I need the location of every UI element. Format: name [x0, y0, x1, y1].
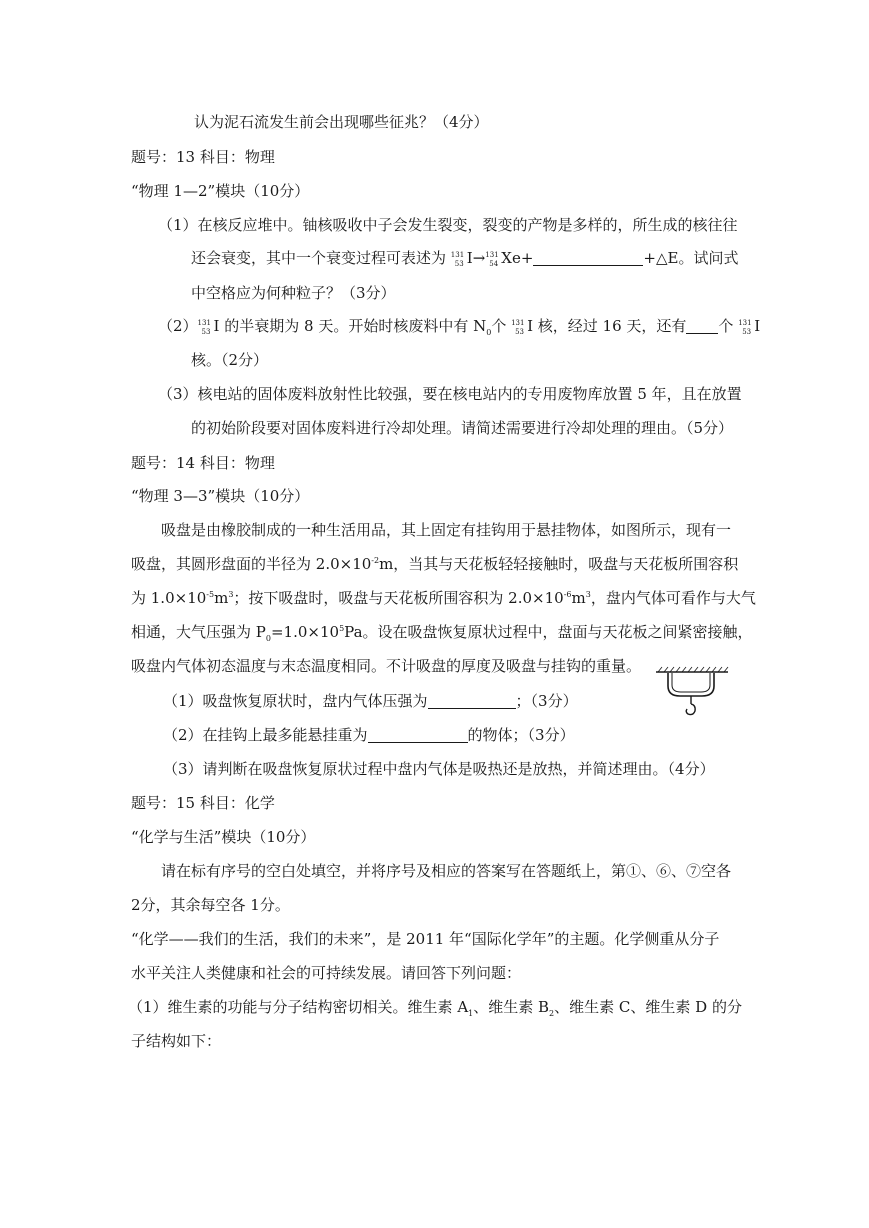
- suction-cup-inner: [672, 673, 710, 692]
- q15-instruction-line2: 2分，其余每空各 1分。: [131, 896, 290, 914]
- q15-theme-line1: “化学——我们的生活，我们的未来”，是 2011 年“国际化学年”的主题。化学侧重从分子: [131, 930, 720, 948]
- q15-part1-line1: （1）维生素的功能与分子结构密切相关。维生素 $A_1$、维生素 $B_2$、维生素 C、维生素 D 的分: [128, 998, 742, 1018]
- q13-part2-line1: （2） 131 53 I 的半衰期为 8 天。开始时核废料中有 $N_0$个 131 53 I 核，经过 16 天，还有 个 131 53 I: [158, 317, 761, 337]
- xenon-nuclide: 131 54: [485, 251, 499, 268]
- suction-cup-outer: [668, 673, 714, 696]
- q13-part3-line1: （3）核电站的固体废料放射性比较强，要在核电站内的专用废物库放置 5 年，且在放置: [158, 385, 742, 403]
- q14-intro-line2: 吸盘，其圆形盘面的半径为 $2.0\times 10^{-2}m$，当其与天花板轻轻接触时，吸盘与天花板所围容积: [131, 555, 739, 573]
- q14-sub3: （3）请判断在吸盘恢复原状过程中盘内气体是吸热还是放热，并简述理由。（4分）: [163, 760, 715, 778]
- iodine-nuclide: 131 53: [450, 251, 465, 268]
- q13-module: “物理 1—2”模块（10分）: [131, 182, 310, 200]
- iodine-nuclide: 131 53: [511, 319, 525, 336]
- q14-intro-line3: 为 $1.0\times 10^{-5}m^3$；按下吸盘时，吸盘与天花板所围容积为 $2.0\times 10^{-6}m^3$，盘内气体可看作与大气: [131, 589, 756, 607]
- q13-part2-line2: 核。（2分）: [191, 351, 269, 369]
- iodine-nuclide: 131 53: [197, 319, 211, 336]
- q15-module: “化学与生活”模块（10分）: [131, 828, 316, 846]
- answer-blank: [686, 319, 718, 334]
- q14-sub2: （2）在挂钩上最多能悬挂重为 的物体；（3分）: [163, 726, 575, 744]
- q13-part3-line2: 的初始阶段要对固体废料进行冷却处理。请简述需要进行冷却处理的理由。（5分）: [191, 419, 734, 437]
- answer-blank: [428, 694, 516, 709]
- q13-part1-line2: 还会衰变，其中一个衰变过程可表述为 131 53 I→ 131 54 Xe+ +△E。试问式: [191, 249, 739, 268]
- iodine-nuclide: 131 53: [738, 319, 752, 336]
- q15-theme-line2: 水平关注人类健康和社会的可持续发展。请回答下列问题：: [131, 964, 522, 982]
- mudslide-question: 认为泥石流发生前会出现哪些征兆？（4分）: [194, 113, 489, 131]
- q15-header: 题号：15 科目：化学: [131, 794, 275, 812]
- hook-icon: [686, 704, 695, 715]
- q13-header: 题号：13 科目：物理: [131, 148, 275, 166]
- q13-part1-line3: 中空格应为何种粒子？（3分）: [191, 284, 396, 302]
- q15-instruction-line1: 请在标有序号的空白处填空，并将序号及相应的答案写在答题纸上，第①、⑥、⑦空各: [161, 862, 732, 880]
- q13-part1-line1: （1）在核反应堆中。铀核吸收中子会发生裂变，裂变的产物是多样的，所生成的核往往: [158, 216, 738, 234]
- q14-header: 题号：14 科目：物理: [131, 454, 275, 472]
- q14-intro-line4: 相通，大气压强为 $P_0=1.0\times 10^5Pa$。设在吸盘恢复原状过程中，盘面与天花板之间紧密接触，: [131, 623, 753, 643]
- answer-blank: [533, 251, 643, 266]
- q15-part1-line2: 子结构如下：: [131, 1032, 222, 1050]
- q14-intro-line1: 吸盘是由橡胶制成的一种生活用品，其上固定有挂钩用于悬挂物体，如图所示，现有一: [161, 521, 732, 539]
- answer-blank: [368, 728, 468, 743]
- suction-cup-figure: [650, 662, 730, 722]
- q14-intro-line5: 吸盘内气体初态温度与末态温度相同。不计吸盘的厚度及吸盘与挂钩的重量。: [131, 657, 642, 675]
- q14-module: “物理 3—3”模块（10分）: [131, 487, 310, 505]
- q14-sub1: （1）吸盘恢复原状时，盘内气体压强为 ；（3分）: [163, 692, 578, 710]
